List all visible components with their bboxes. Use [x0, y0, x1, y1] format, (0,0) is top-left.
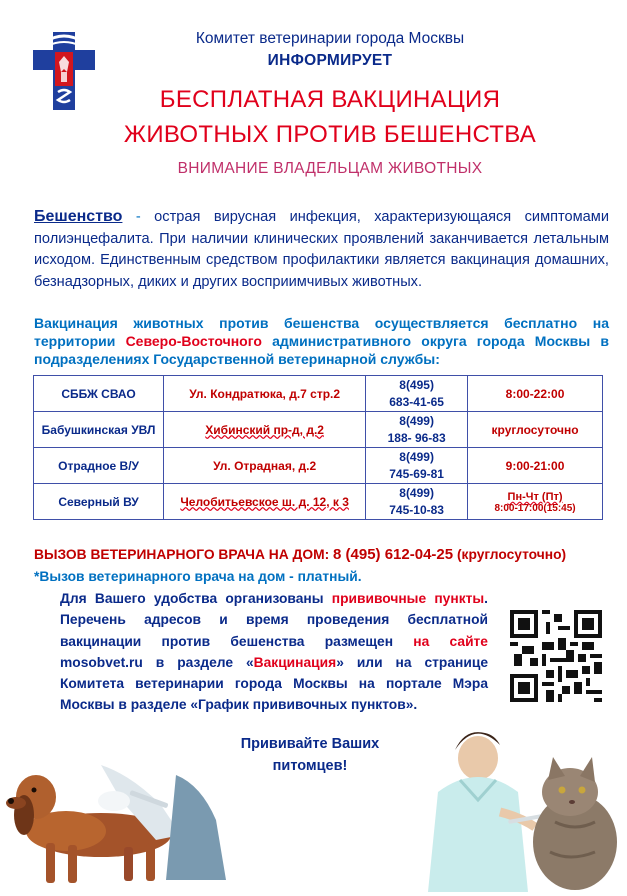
table-row [34, 412, 603, 448]
phone-number: 745-69-81 [389, 466, 444, 481]
phone-number: 188- 96-83 [387, 430, 446, 445]
home-call-paid-note: *Вызов ветеринарного врача на дом - платный. [34, 569, 362, 584]
clinic-phone [366, 412, 468, 448]
cta-line-1: Прививайте Ваших [240, 736, 380, 752]
hours-days: Пн-Чт (Пт) [507, 491, 563, 503]
clinic-address: Ул. Отрадная, д.2 [164, 448, 366, 484]
intro-text: острая вирусная инфекция, характеризующаяся симптомами полиэнцефалита. При наличии клинических проявлений заканчивается летальным исходом. Единственным средством профилактики является вакцинация домашних, безнадзорных, диких и других восприимчивых животных. [34, 209, 609, 290]
home-call-label: ВЫЗОВ ВЕТЕРИНАРНОГО ВРАЧА НА ДОМ: [34, 547, 334, 562]
info-text: Для Вашего удобства организованы [60, 591, 332, 606]
clinic-address [164, 412, 366, 448]
clinic-name: Отрадное В/У [34, 448, 164, 484]
table-row [34, 448, 603, 484]
website-link[interactable]: mosobvet.ru [60, 654, 143, 670]
intro-paragraph [34, 206, 609, 293]
address-text: Челобитьевское ш. д. 12, к 3 [180, 494, 349, 509]
clinic-phone [366, 484, 468, 520]
clinic-hours: 9:00-21:00 [468, 448, 603, 484]
phone-code: 8(499) [399, 449, 434, 464]
info-text: » или на странице Комитета ветеринарии города Москвы на портале Мэра Москвы в разделе «График прививочных пунктов». [60, 654, 488, 713]
phone-code: 8(499) [399, 485, 434, 500]
committee-name: Комитет ветеринарии города Москвы [195, 30, 465, 47]
intro-dash: - [122, 209, 155, 225]
title-line-1: БЕСПЛАТНАЯ ВАКЦИНАЦИЯ [159, 86, 501, 113]
clinic-phone [366, 448, 468, 484]
table-row [34, 376, 603, 412]
clinic-address: Ул. Кондратюка, д.7 стр.2 [164, 376, 366, 412]
table-row [34, 484, 603, 520]
info-highlight: на сайте [413, 633, 488, 649]
address-text: Хибинский пр-д, д.2 [205, 422, 324, 437]
district-name: Северо-Восточного [125, 333, 262, 349]
phone-code: 8(495) [399, 377, 434, 392]
call-to-action [210, 733, 410, 777]
info-text: . Перечень адресов и время проведения бесплатной вакцинации против бешенства размещен [60, 591, 488, 649]
home-call-note: (круглосуточно) [453, 547, 567, 562]
hours-time: 8:00-17:00(15:45) [494, 503, 576, 514]
vaccination-part1: Вакцинация животных против бешенства осуществляется бесплатно на территории [34, 315, 609, 349]
clinic-phone [366, 376, 468, 412]
clinic-hours: круглосуточно [468, 412, 603, 448]
home-call-line [34, 546, 614, 563]
cat-vaccination-photo [390, 722, 620, 892]
informs-label: ИНФОРМИРУЕТ [267, 52, 393, 69]
info-highlight: Вакцинация [253, 654, 337, 670]
clinics-table [33, 375, 603, 520]
qr-code [510, 610, 602, 702]
title-line-2: ЖИВОТНЫХ ПРОТИВ БЕШЕНСТВА [123, 121, 537, 148]
phone-number: 683-41-65 [389, 394, 444, 409]
home-call-phone: 8 (495) 612-04-25 [333, 546, 454, 563]
phone-number: 745-10-83 [389, 502, 444, 517]
clinic-name: СББЖ СВАО [34, 376, 164, 412]
info-highlight: прививочные пункты [331, 591, 485, 606]
vaccination-part2: административного округа города Москвы в подразделениях Государственной ветеринарной службы: [34, 333, 610, 367]
info-paragraph [60, 588, 488, 716]
phone-code: 8(499) [399, 413, 434, 428]
dog-vaccination-photo [6, 735, 226, 890]
clinic-name: Северный ВУ [34, 484, 164, 520]
attention-subtitle: ВНИМАНИЕ ВЛАДЕЛЬЦАМ ЖИВОТНЫХ [177, 160, 483, 177]
clinic-address [164, 484, 366, 520]
info-text: в разделе « [142, 654, 254, 670]
clinic-hours: 8:00-22:00 [468, 376, 603, 412]
vaccination-paragraph [34, 314, 609, 368]
clinic-name: Бабушкинская УВЛ [34, 412, 164, 448]
rabies-term: Бешенство [34, 208, 123, 225]
cta-line-2: питомцев! [272, 758, 348, 774]
clinic-hours [468, 484, 603, 520]
